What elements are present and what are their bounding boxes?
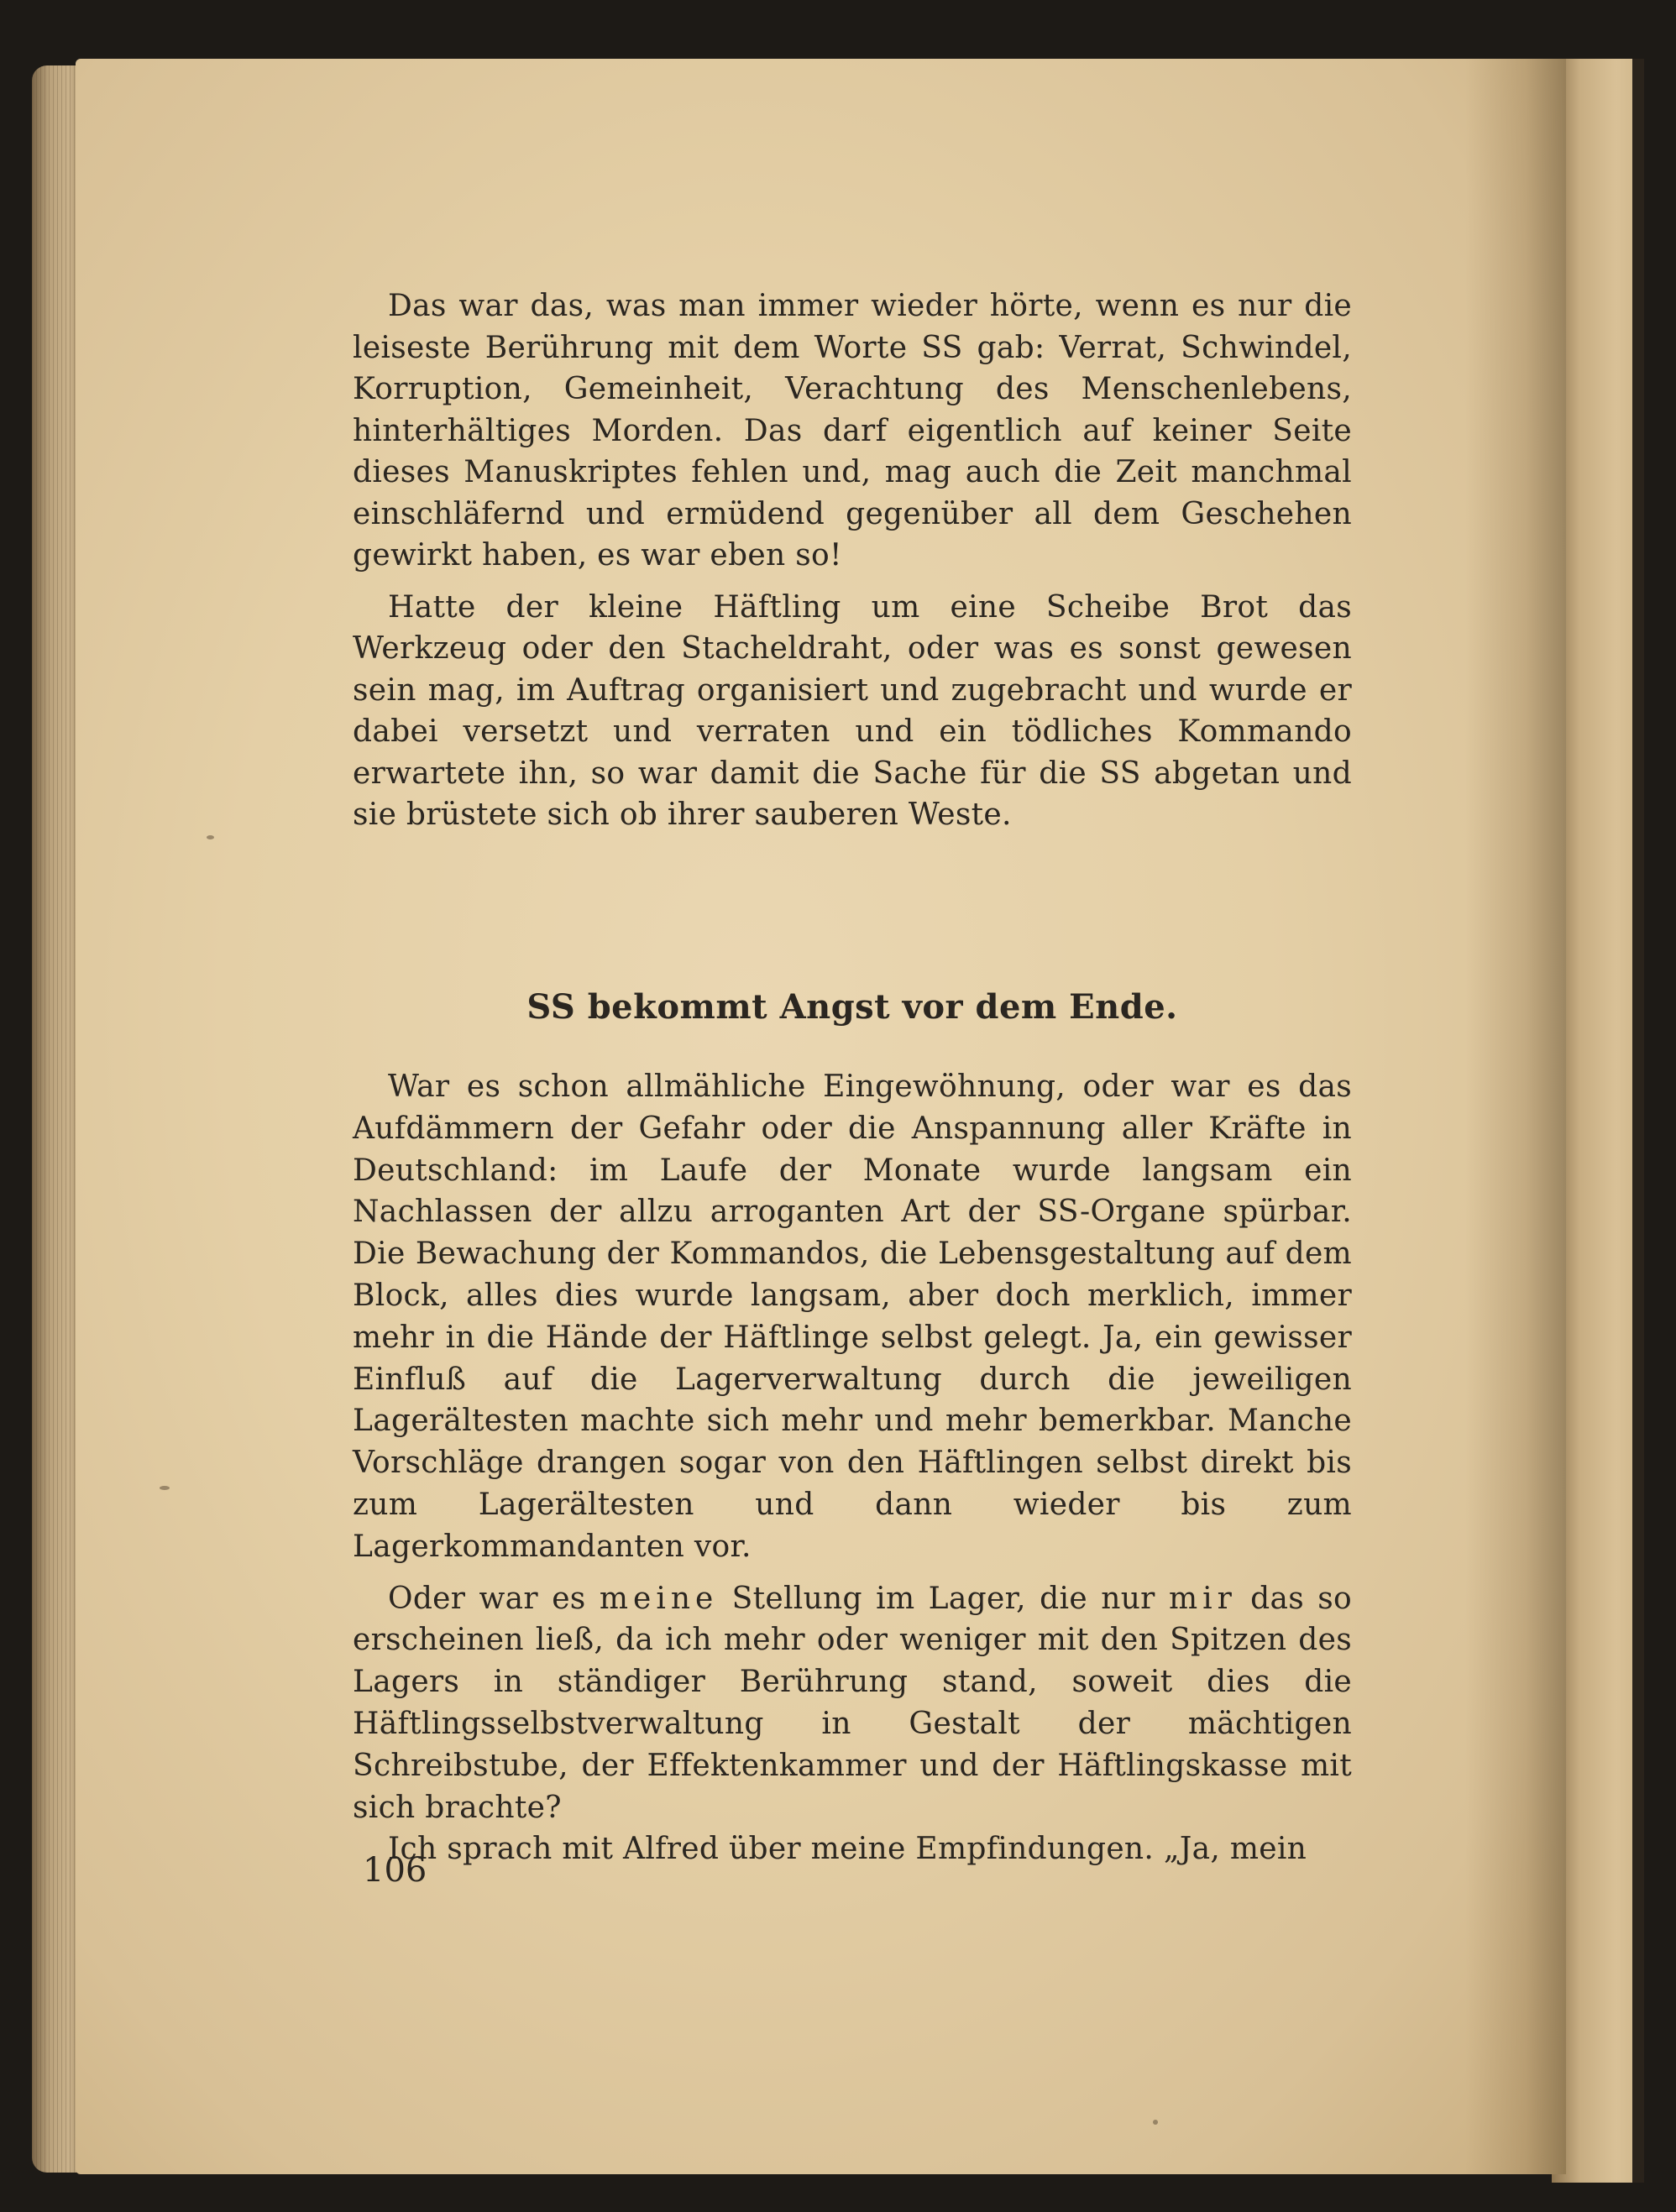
emphasized-word: meine [599,1581,719,1616]
paragraph: Ich sprach mit Alfred über meine Empfindungen. „Ja, mein [388,1832,1307,1867]
paper-speck [207,835,214,839]
text-run: Stellung im Lager, die nur [731,1581,1155,1616]
section-one [353,285,1352,836]
paragraph: War es schon allmähliche Eingewöhnung, oder war es das Aufdämmern der Gefahr oder die Anspannung aller Kräfte in Deutschland: im Laufe der Monate wurde langsam ein Nachlassen der allzu arroganten Art der SS-Organe spürbar. Die Bewachung der Kommandos, die Lebensgestaltung auf dem Block, alles dies wurde langsam, aber doch merklich, immer mehr in die Hände der Häftlinge selbst gelegt. Ja, ein gewisser Einfluß auf die Lagerverwaltung durch die jeweiligen Lagerältesten machte sich mehr und mehr bemerkbar. Manche Vorschläge drangen sogar von den Häftlingen selbst direkt bis zum Lagerältesten und dann wieder bis zum Lagerkommandanten vor. [353,1069,1352,1564]
text-run: Oder war es [388,1581,586,1616]
paragraph: Das war das, was man immer wieder hörte, wenn es nur die leiseste Berührung mit dem Worte SS gab: Verrat, Schwindel, Korruption, Gemeinheit, Verachtung des Menschenlebens, hinterhältiges Morden. Das darf eigentlich auf keiner Seite dieses Manuskriptes fehlen und, mag auch die Zeit manchmal einschläfernd und ermüdend gegenüber all dem Geschehen gewirkt haben, es war eben so! [353,289,1352,573]
paper-speck [1153,2120,1158,2125]
page-number: 106 [363,1851,427,1890]
section-two [353,1066,1352,1870]
paragraph: Hatte der kleine Häftling um eine Scheibe Brot das Werkzeug oder den Stacheldraht, oder was es sonst gewesen sein mag, im Auftrag organisiert und zugebracht und wurde er dabei versetzt und verraten und ein tödliches Kommando erwartete ihn, so war damit die Sache für die SS abgetan und sie brüstete sich ob ihrer sauberen Weste. [353,589,1352,832]
text-run: das so erscheinen ließ, da ich mehr oder weniger mit den Spitzen des Lagers in ständiger Berührung stand, soweit dies die Häftlingsselbstverwaltung in Gestalt der mächtigen Schreibstube, der Effektenkammer und der Häftlingskasse mit sich brachte? [353,1581,1353,1825]
paper-speck [160,1486,170,1490]
paragraph [353,1578,1352,1829]
emphasized-word: mir [1168,1581,1237,1616]
section-heading: SS bekommt Angst vor dem Ende. [526,987,1178,1027]
